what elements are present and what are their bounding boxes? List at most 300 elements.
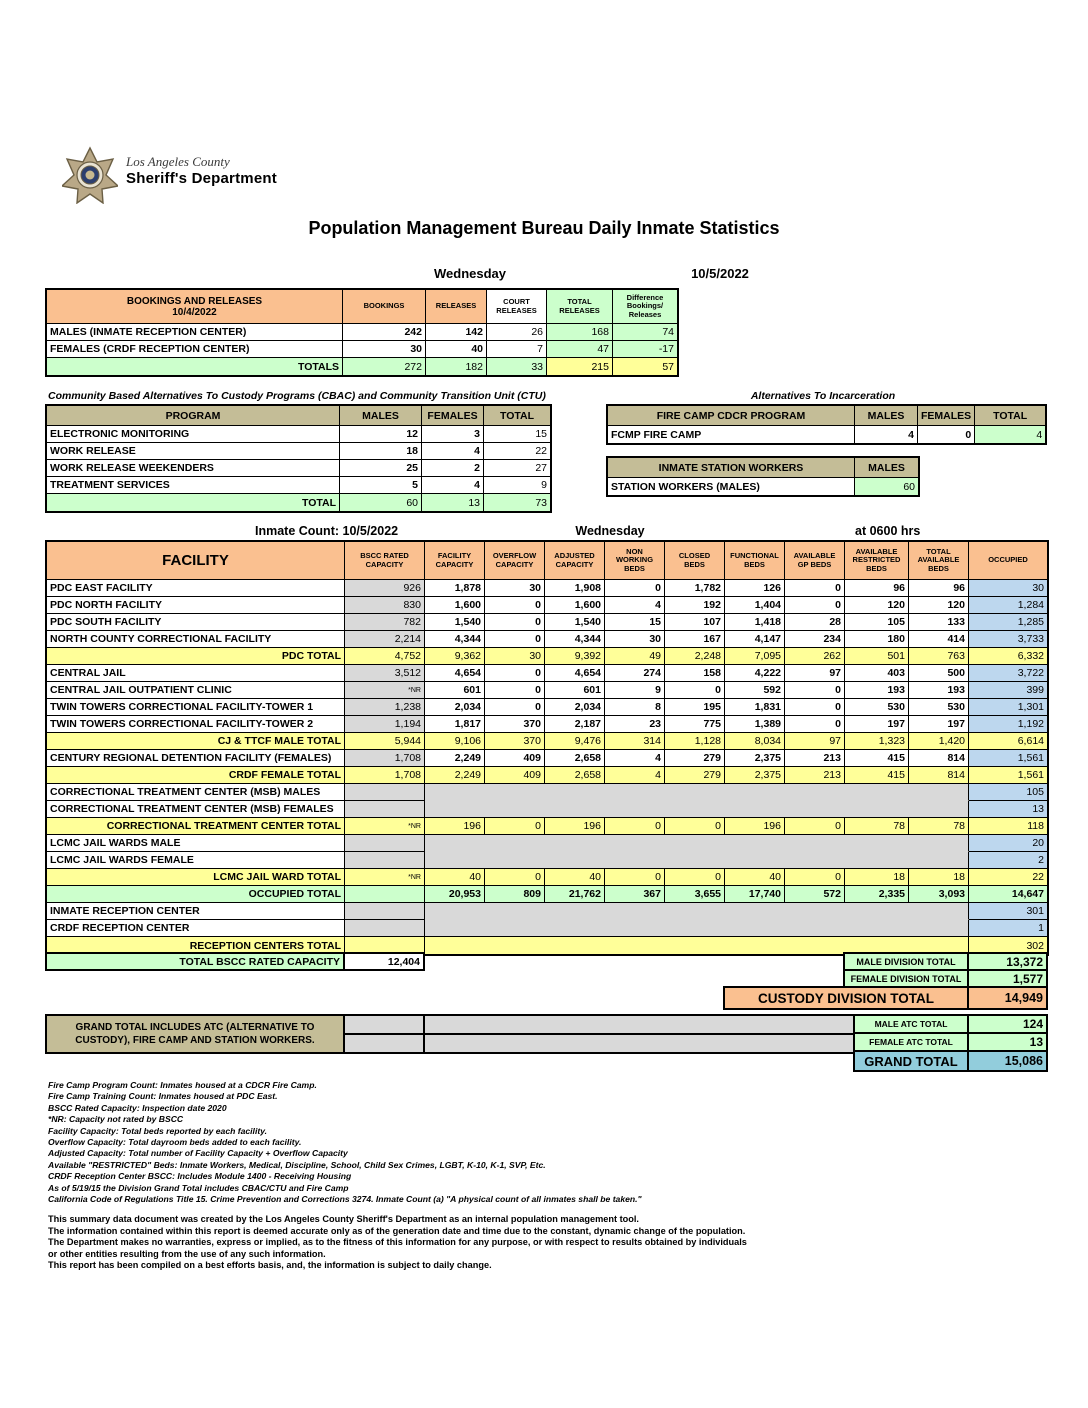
table-row <box>47 597 1047 614</box>
facility-subtotal-value: 9,362 <box>425 648 485 665</box>
facility-value: 1,708 <box>345 750 425 767</box>
facility-value: 180 <box>845 631 909 648</box>
facility-subtotal-value: 18 <box>845 869 909 886</box>
facility-row-label: CRDF RECEPTION CENTER <box>47 920 345 937</box>
facility-value: 97 <box>785 665 845 682</box>
male-division-total-label: MALE DIVISION TOTAL <box>843 952 969 971</box>
facility-subtotal-value: 0 <box>785 869 845 886</box>
facility-value: 0 <box>485 597 545 614</box>
bookings-value: 7 <box>487 341 547 358</box>
table-row <box>47 358 677 375</box>
male-atc-total-label: MALE ATC TOTAL <box>853 1014 969 1034</box>
facility-row-label: PDC NORTH FACILITY <box>47 597 345 614</box>
facility-value: 830 <box>345 597 425 614</box>
facility-value: 782 <box>345 614 425 631</box>
station-workers-table-container <box>606 456 920 497</box>
facility-value: 1,404 <box>725 597 785 614</box>
table-row <box>47 406 550 426</box>
inmate-count-day: Wednesday <box>575 524 645 538</box>
cbac-program-label: WORK RELEASE <box>47 443 340 460</box>
footnotes <box>48 1080 642 1205</box>
facility-value: 403 <box>845 665 909 682</box>
fire-camp-column-header: FIRE CAMP CDCR PROGRAM <box>608 406 855 426</box>
facility-value: 1,817 <box>425 716 485 733</box>
facility-value: 1,831 <box>725 699 785 716</box>
facility-value: 1,301 <box>969 699 1047 716</box>
facility-subtotal-value: 18 <box>909 869 969 886</box>
facility-column-header: OVERFLOW CAPACITY <box>485 542 545 580</box>
facility-value: 96 <box>845 580 909 597</box>
fire-camp-value: 4 <box>975 426 1045 443</box>
facility-value: 1,878 <box>425 580 485 597</box>
facility-subtotal-value: 118 <box>969 818 1047 835</box>
bookings-value: 168 <box>547 324 613 341</box>
facility-subtotal-value: 415 <box>845 767 909 784</box>
facility-value: 120 <box>845 597 909 614</box>
cbac-column-header: FEMALES <box>422 406 484 426</box>
facility-subtotal-label: OCCUPIED TOTAL <box>47 886 345 903</box>
facility-subtotal-value: *NR <box>345 869 425 886</box>
facility-subtotal-value: 1,128 <box>665 733 725 750</box>
cbac-table-container <box>45 404 552 513</box>
cbac-value: 18 <box>340 443 422 460</box>
table-row <box>608 458 918 478</box>
facility-value: 2,214 <box>345 631 425 648</box>
table-row <box>47 426 550 443</box>
facility-subtotal-value: 49 <box>605 648 665 665</box>
facility-value: 4,654 <box>425 665 485 682</box>
table-row <box>47 460 550 477</box>
table-row <box>47 494 550 511</box>
facility-row-label: CORRECTIONAL TREATMENT CENTER (MSB) MALES <box>47 784 345 801</box>
facility-value: 1,540 <box>425 614 485 631</box>
facility-row-label: TWIN TOWERS CORRECTIONAL FACILITY-TOWER 1 <box>47 699 345 716</box>
footnote-line: Facility Capacity: Total beds reported by each facility. <box>48 1125 268 1136</box>
facility-value: 1,600 <box>425 597 485 614</box>
bookings-column-header: Difference Bookings/ Releases <box>613 290 677 324</box>
facility-subtotal-value: 1,323 <box>845 733 909 750</box>
facility-value: 592 <box>725 682 785 699</box>
facility-subtotal-value: 14,647 <box>969 886 1047 903</box>
bookings-value: 30 <box>343 341 426 358</box>
facility-table <box>45 540 1049 956</box>
facility-subtotal-value: 196 <box>425 818 485 835</box>
facility-empty-cell <box>345 835 425 852</box>
fire-camp-column-header: FEMALES <box>918 406 975 426</box>
facility-value: 30 <box>605 631 665 648</box>
disclaimer-line: This report has been compiled on a best efforts basis, and, the information is subject to daily change. <box>48 1260 492 1271</box>
table-row <box>47 716 1047 733</box>
facility-subtotal-value: 78 <box>845 818 909 835</box>
facility-value: 3,722 <box>969 665 1047 682</box>
female-atc-total-value: 13 <box>967 1032 1048 1052</box>
facility-value: 2,658 <box>545 750 605 767</box>
facility-subtotal-value: 4 <box>605 767 665 784</box>
table-row <box>47 341 677 358</box>
facility-value: 0 <box>785 597 845 614</box>
station-workers-column-header: MALES <box>855 458 918 478</box>
grand-filler-cell <box>423 1033 855 1054</box>
cbac-value: 27 <box>484 460 550 477</box>
facility-empty-cell <box>345 801 425 818</box>
bookings-day-label: Wednesday <box>433 266 506 281</box>
footnote-line: Fire Camp Training Count: Inmates housed at PDC East. <box>48 1091 278 1102</box>
facility-subtotal-value: 370 <box>485 733 545 750</box>
cbac-value: 15 <box>484 426 550 443</box>
bookings-row-label: MALES (INMATE RECEPTION CENTER) <box>47 324 343 341</box>
facility-value: 3,733 <box>969 631 1047 648</box>
footnote-line: Overflow Capacity: Total dayroom beds added to each facility. <box>48 1137 302 1148</box>
facility-column-header: FUNCTIONAL BEDS <box>725 542 785 580</box>
facility-subtotal-value: 6,614 <box>969 733 1047 750</box>
facility-subtotal-value: 262 <box>785 648 845 665</box>
sheriff-logo <box>62 146 277 209</box>
table-row <box>47 920 1047 937</box>
facility-merged-cell <box>425 801 969 818</box>
facility-value: 197 <box>909 716 969 733</box>
bookings-total-value: 182 <box>426 358 487 375</box>
facility-value: 107 <box>665 614 725 631</box>
bookings-total-value: 57 <box>613 358 677 375</box>
facility-value: 30 <box>485 580 545 597</box>
facility-column-header: TOTAL AVAILABLE BEDS <box>909 542 969 580</box>
table-row <box>47 580 1047 597</box>
facility-value: 126 <box>725 580 785 597</box>
facility-value: 409 <box>485 750 545 767</box>
facility-column-header: FACILITY <box>47 542 345 580</box>
facility-subtotal-value: 196 <box>545 818 605 835</box>
bookings-total-value: 215 <box>547 358 613 375</box>
facility-subtotal-value: 9,106 <box>425 733 485 750</box>
bookings-header: BOOKINGS AND RELEASES 10/4/2022 <box>47 290 343 324</box>
table-row <box>47 869 1047 886</box>
facility-subtotal-value: 763 <box>909 648 969 665</box>
facility-occupied-value: 13 <box>969 801 1047 818</box>
facility-subtotal-label: CORRECTIONAL TREATMENT CENTER TOTAL <box>47 818 345 835</box>
table-row <box>47 801 1047 818</box>
cbac-column-header: MALES <box>340 406 422 426</box>
bookings-value: 47 <box>547 341 613 358</box>
facility-merged-cell <box>425 784 969 801</box>
custody-division-total-value: 14,949 <box>967 986 1048 1010</box>
facility-subtotal-value: 314 <box>605 733 665 750</box>
facility-value: 0 <box>605 580 665 597</box>
fire-camp-value: 0 <box>918 426 975 443</box>
bookings-row-label: FEMALES (CRDF RECEPTION CENTER) <box>47 341 343 358</box>
facility-subtotal-label: CRDF FEMALE TOTAL <box>47 767 345 784</box>
disclaimer-line: or other entities resulting from the use of any such information. <box>48 1248 326 1259</box>
footnote-line: California Code of Regulations Title 15. Crime Prevention and Corrections 3274. Inmate Count (a) "A physical count of all inmates shall be taken." <box>48 1194 642 1205</box>
footnote-line: CRDF Reception Center BSCC: Includes Module 1400 - Receiving Housing <box>48 1171 352 1182</box>
facility-subtotal-value: 2,248 <box>665 648 725 665</box>
facility-subtotal-value: 30 <box>485 648 545 665</box>
facility-value: 530 <box>845 699 909 716</box>
facility-value: 4 <box>605 597 665 614</box>
logo-text <box>126 154 277 187</box>
cbac-value: 3 <box>422 426 484 443</box>
cbac-program-label: TREATMENT SERVICES <box>47 477 340 494</box>
facility-value: 0 <box>665 682 725 699</box>
facility-subtotal-value: 0 <box>605 818 665 835</box>
table-row <box>47 648 1047 665</box>
facility-value: 197 <box>845 716 909 733</box>
facility-subtotal-value: 0 <box>485 818 545 835</box>
facility-value: 2,034 <box>545 699 605 716</box>
cbac-value: 4 <box>422 477 484 494</box>
facility-row-label: CENTRAL JAIL <box>47 665 345 682</box>
facility-row-label: PDC EAST FACILITY <box>47 580 345 597</box>
facility-value: 0 <box>485 665 545 682</box>
facility-value: 601 <box>425 682 485 699</box>
female-division-total-label: FEMALE DIVISION TOTAL <box>843 969 969 988</box>
facility-value: 0 <box>485 699 545 716</box>
facility-value: 1,418 <box>725 614 785 631</box>
facility-value: 1,782 <box>665 580 725 597</box>
facility-subtotal-label: PDC TOTAL <box>47 648 345 665</box>
sheriff-star-badge-icon <box>62 146 118 209</box>
facility-value: 0 <box>485 682 545 699</box>
disclaimer-line: The information contained within this report is deemed accurate only as of the generation date and time due to the constant, dynamic change of the population. <box>48 1225 746 1236</box>
cbac-value: 22 <box>484 443 550 460</box>
facility-subtotal-label: CJ & TTCF MALE TOTAL <box>47 733 345 750</box>
facility-column-header: OCCUPIED <box>969 542 1047 580</box>
fire-camp-column-header: TOTAL <box>975 406 1045 426</box>
table-row <box>47 682 1047 699</box>
footnote-line: Available "RESTRICTED" Beds: Inmate Workers, Medical, Discipline, School, Child Sex Crimes, LGBT, K-10, K-1, SVP, Etc. <box>48 1159 546 1170</box>
facility-subtotal-value: 0 <box>665 818 725 835</box>
facility-subtotal-value: 572 <box>785 886 845 903</box>
facility-value: 0 <box>785 682 845 699</box>
facility-subtotal-value: 809 <box>485 886 545 903</box>
facility-value: 370 <box>485 716 545 733</box>
facility-subtotal-value: 4,752 <box>345 648 425 665</box>
table-row <box>47 818 1047 835</box>
facility-subtotal-value: 17,740 <box>725 886 785 903</box>
cbac-column-header: PROGRAM <box>47 406 340 426</box>
facility-value: 0 <box>785 580 845 597</box>
facility-column-header: ADJUSTED CAPACITY <box>545 542 605 580</box>
cbac-total-value: 73 <box>484 494 550 511</box>
facility-value: 195 <box>665 699 725 716</box>
cbac-column-header: TOTAL <box>484 406 550 426</box>
facility-value: 4,344 <box>545 631 605 648</box>
cbac-title: Community Based Alternatives To Custody Programs (CBAC) and Community Transition Unit (CTU) <box>48 390 546 402</box>
facility-subtotal-value: 22 <box>969 869 1047 886</box>
grand-total-note: GRAND TOTAL INCLUDES ATC (ALTERNATIVE TO CUSTODY), FIRE CAMP AND STATION WORKERS. <box>45 1014 345 1054</box>
facility-value: 1,561 <box>969 750 1047 767</box>
facility-subtotal-value: 2,249 <box>425 767 485 784</box>
facility-value: 105 <box>845 614 909 631</box>
facility-occupied-value: 20 <box>969 835 1047 852</box>
facility-row-label: LCMC JAIL WARDS FEMALE <box>47 852 345 869</box>
facility-subtotal-value: 97 <box>785 733 845 750</box>
facility-subtotal-value: 9,476 <box>545 733 605 750</box>
facility-row-label: LCMC JAIL WARDS MALE <box>47 835 345 852</box>
facility-occupied-value: 1 <box>969 920 1047 937</box>
bookings-value: 26 <box>487 324 547 341</box>
facility-empty-cell <box>345 852 425 869</box>
facility-column-header: NON WORKING BEDS <box>605 542 665 580</box>
facility-value: 193 <box>909 682 969 699</box>
facility-column-header: AVAILABLE GP BEDS <box>785 542 845 580</box>
facility-row-label: RECEPTION CENTERS TOTAL <box>47 937 345 954</box>
facility-value: 814 <box>909 750 969 767</box>
facility-row-label: NORTH COUNTY CORRECTIONAL FACILITY <box>47 631 345 648</box>
disclaimer-line: This summary data document was created by the Los Angeles County Sheriff's Department as an internal population management tool. <box>48 1214 639 1224</box>
bookings-releases-table-container <box>45 288 679 377</box>
facility-row-label: CENTRAL JAIL OUTPATIENT CLINIC <box>47 682 345 699</box>
bookings-value: 74 <box>613 324 677 341</box>
page-title: Population Management Bureau Daily Inmate Statistics <box>308 218 780 238</box>
table-row <box>47 784 1047 801</box>
facility-value: 4,147 <box>725 631 785 648</box>
facility-value: 1,600 <box>545 597 605 614</box>
facility-subtotal-value: 367 <box>605 886 665 903</box>
facility-value: 1,238 <box>345 699 425 716</box>
facility-column-header: BSCC RATED CAPACITY <box>345 542 425 580</box>
bscc-total-value: 12,404 <box>343 952 425 971</box>
facility-subtotal-value: 409 <box>485 767 545 784</box>
facility-subtotal-value: 3,655 <box>665 886 725 903</box>
table-row <box>47 750 1047 767</box>
logo-county: Los Angeles County <box>126 154 230 169</box>
facility-subtotal-value: 40 <box>425 869 485 886</box>
bookings-releases-table <box>45 288 679 377</box>
fire-camp-table <box>606 404 1047 445</box>
facility-subtotal-value: 1,420 <box>909 733 969 750</box>
bookings-value: 242 <box>343 324 426 341</box>
facility-value: 120 <box>909 597 969 614</box>
facility-value: 0 <box>785 699 845 716</box>
facility-value: 775 <box>665 716 725 733</box>
bookings-total-value: 272 <box>343 358 426 375</box>
facility-subtotal-value: 7,095 <box>725 648 785 665</box>
female-division-total-value: 1,577 <box>967 969 1048 988</box>
cbac-program-label: WORK RELEASE WEEKENDERS <box>47 460 340 477</box>
cbac-value: 12 <box>340 426 422 443</box>
table-row <box>47 886 1047 903</box>
cbac-value: 4 <box>422 443 484 460</box>
facility-value: 415 <box>845 750 909 767</box>
footnote-line: BSCC Rated Capacity: Inspection date 2020 <box>48 1102 227 1113</box>
ati-title: Alternatives To Incarceration <box>750 390 896 402</box>
facility-subtotal-value: 40 <box>725 869 785 886</box>
facility-value: 133 <box>909 614 969 631</box>
facility-subtotal-value: 0 <box>605 869 665 886</box>
facility-value: 9 <box>605 682 665 699</box>
female-atc-total-label: FEMALE ATC TOTAL <box>853 1032 969 1052</box>
facility-row-label: PDC SOUTH FACILITY <box>47 614 345 631</box>
bookings-column-header: BOOKINGS <box>343 290 426 324</box>
facility-empty-cell <box>345 784 425 801</box>
fire-camp-row-label: FCMP FIRE CAMP <box>608 426 855 443</box>
facility-value: 8 <box>605 699 665 716</box>
facility-row-label: INMATE RECEPTION CENTER <box>47 903 345 920</box>
facility-subtotal-value: 0 <box>485 869 545 886</box>
footnote-line: Adjusted Capacity: Total number of Facility Capacity + Overflow Capacity <box>48 1148 348 1159</box>
facility-subtotal-value: 40 <box>545 869 605 886</box>
facility-value: 4,222 <box>725 665 785 682</box>
facility-value: 213 <box>785 750 845 767</box>
grand-total-label: GRAND TOTAL <box>853 1050 969 1072</box>
facility-value: *NR <box>345 682 425 699</box>
table-row <box>47 699 1047 716</box>
table-row <box>608 426 1045 443</box>
table-row <box>47 443 550 460</box>
table-row <box>47 903 1047 920</box>
facility-subtotal-value: 2,658 <box>545 767 605 784</box>
facility-value: 96 <box>909 580 969 597</box>
bookings-value: 40 <box>426 341 487 358</box>
facility-merged-cell <box>425 903 969 920</box>
facility-subtotal-value: 501 <box>845 648 909 665</box>
facility-empty-cell <box>345 920 425 937</box>
facility-subtotal-value: 8,034 <box>725 733 785 750</box>
facility-occupied-value: 2 <box>969 852 1047 869</box>
facility-value: 1,389 <box>725 716 785 733</box>
bookings-column-header: RELEASES <box>426 290 487 324</box>
facility-value: 0 <box>485 631 545 648</box>
facility-value: 193 <box>845 682 909 699</box>
facility-value: 1,194 <box>345 716 425 733</box>
facility-value: 4,344 <box>425 631 485 648</box>
footnote-line: As of 5/19/15 the Division Grand Total includes CBAC/CTU and Fire Camp <box>48 1182 349 1193</box>
facility-value: 15 <box>605 614 665 631</box>
disclaimer-line: The Department makes no warranties, express or implied, as to the fitness of this information for any purpose, or with respect to results obtained by individuals <box>48 1237 747 1248</box>
facility-value: 4,654 <box>545 665 605 682</box>
facility-value: 500 <box>909 665 969 682</box>
fire-camp-table-container <box>606 404 1047 445</box>
table-row <box>47 767 1047 784</box>
facility-value: 601 <box>545 682 605 699</box>
facility-column-header: CLOSED BEDS <box>665 542 725 580</box>
facility-value: 4 <box>605 750 665 767</box>
facility-subtotal-value: 20,953 <box>425 886 485 903</box>
facility-value: 23 <box>605 716 665 733</box>
grand-total-value: 15,086 <box>967 1050 1048 1072</box>
facility-column-header: FACILITY CAPACITY <box>425 542 485 580</box>
station-workers-value: 60 <box>855 478 918 495</box>
facility-value: 1,285 <box>969 614 1047 631</box>
table-row <box>47 542 1047 580</box>
facility-subtotal-value: 0 <box>665 869 725 886</box>
facility-occupied-value: 302 <box>969 937 1047 954</box>
table-row <box>608 406 1045 426</box>
facility-subtotal-value: 3,093 <box>909 886 969 903</box>
bookings-totals-label: TOTALS <box>47 358 343 375</box>
custody-division-total-label: CUSTODY DIVISION TOTAL <box>723 986 969 1010</box>
cbac-total-label: TOTAL <box>47 494 340 511</box>
facility-row-label: TWIN TOWERS CORRECTIONAL FACILITY-TOWER 2 <box>47 716 345 733</box>
facility-value: 414 <box>909 631 969 648</box>
bookings-column-header: COURT RELEASES <box>487 290 547 324</box>
facility-value: 167 <box>665 631 725 648</box>
facility-subtotal-value: 9,392 <box>545 648 605 665</box>
fire-camp-column-header: MALES <box>855 406 918 426</box>
facility-occupied-value: 105 <box>969 784 1047 801</box>
facility-value: 2,375 <box>725 750 785 767</box>
facility-subtotal-label: LCMC JAIL WARD TOTAL <box>47 869 345 886</box>
facility-value: 399 <box>969 682 1047 699</box>
station-workers-row-label: STATION WORKERS (MALES) <box>608 478 855 495</box>
cbac-total-value: 13 <box>422 494 484 511</box>
male-division-total-value: 13,372 <box>967 952 1048 971</box>
table-row <box>47 835 1047 852</box>
cbac-program-label: ELECTRONIC MONITORING <box>47 426 340 443</box>
bookings-column-header: TOTAL RELEASES <box>547 290 613 324</box>
facility-value: 1,540 <box>545 614 605 631</box>
facility-subtotal-value: 2,375 <box>725 767 785 784</box>
